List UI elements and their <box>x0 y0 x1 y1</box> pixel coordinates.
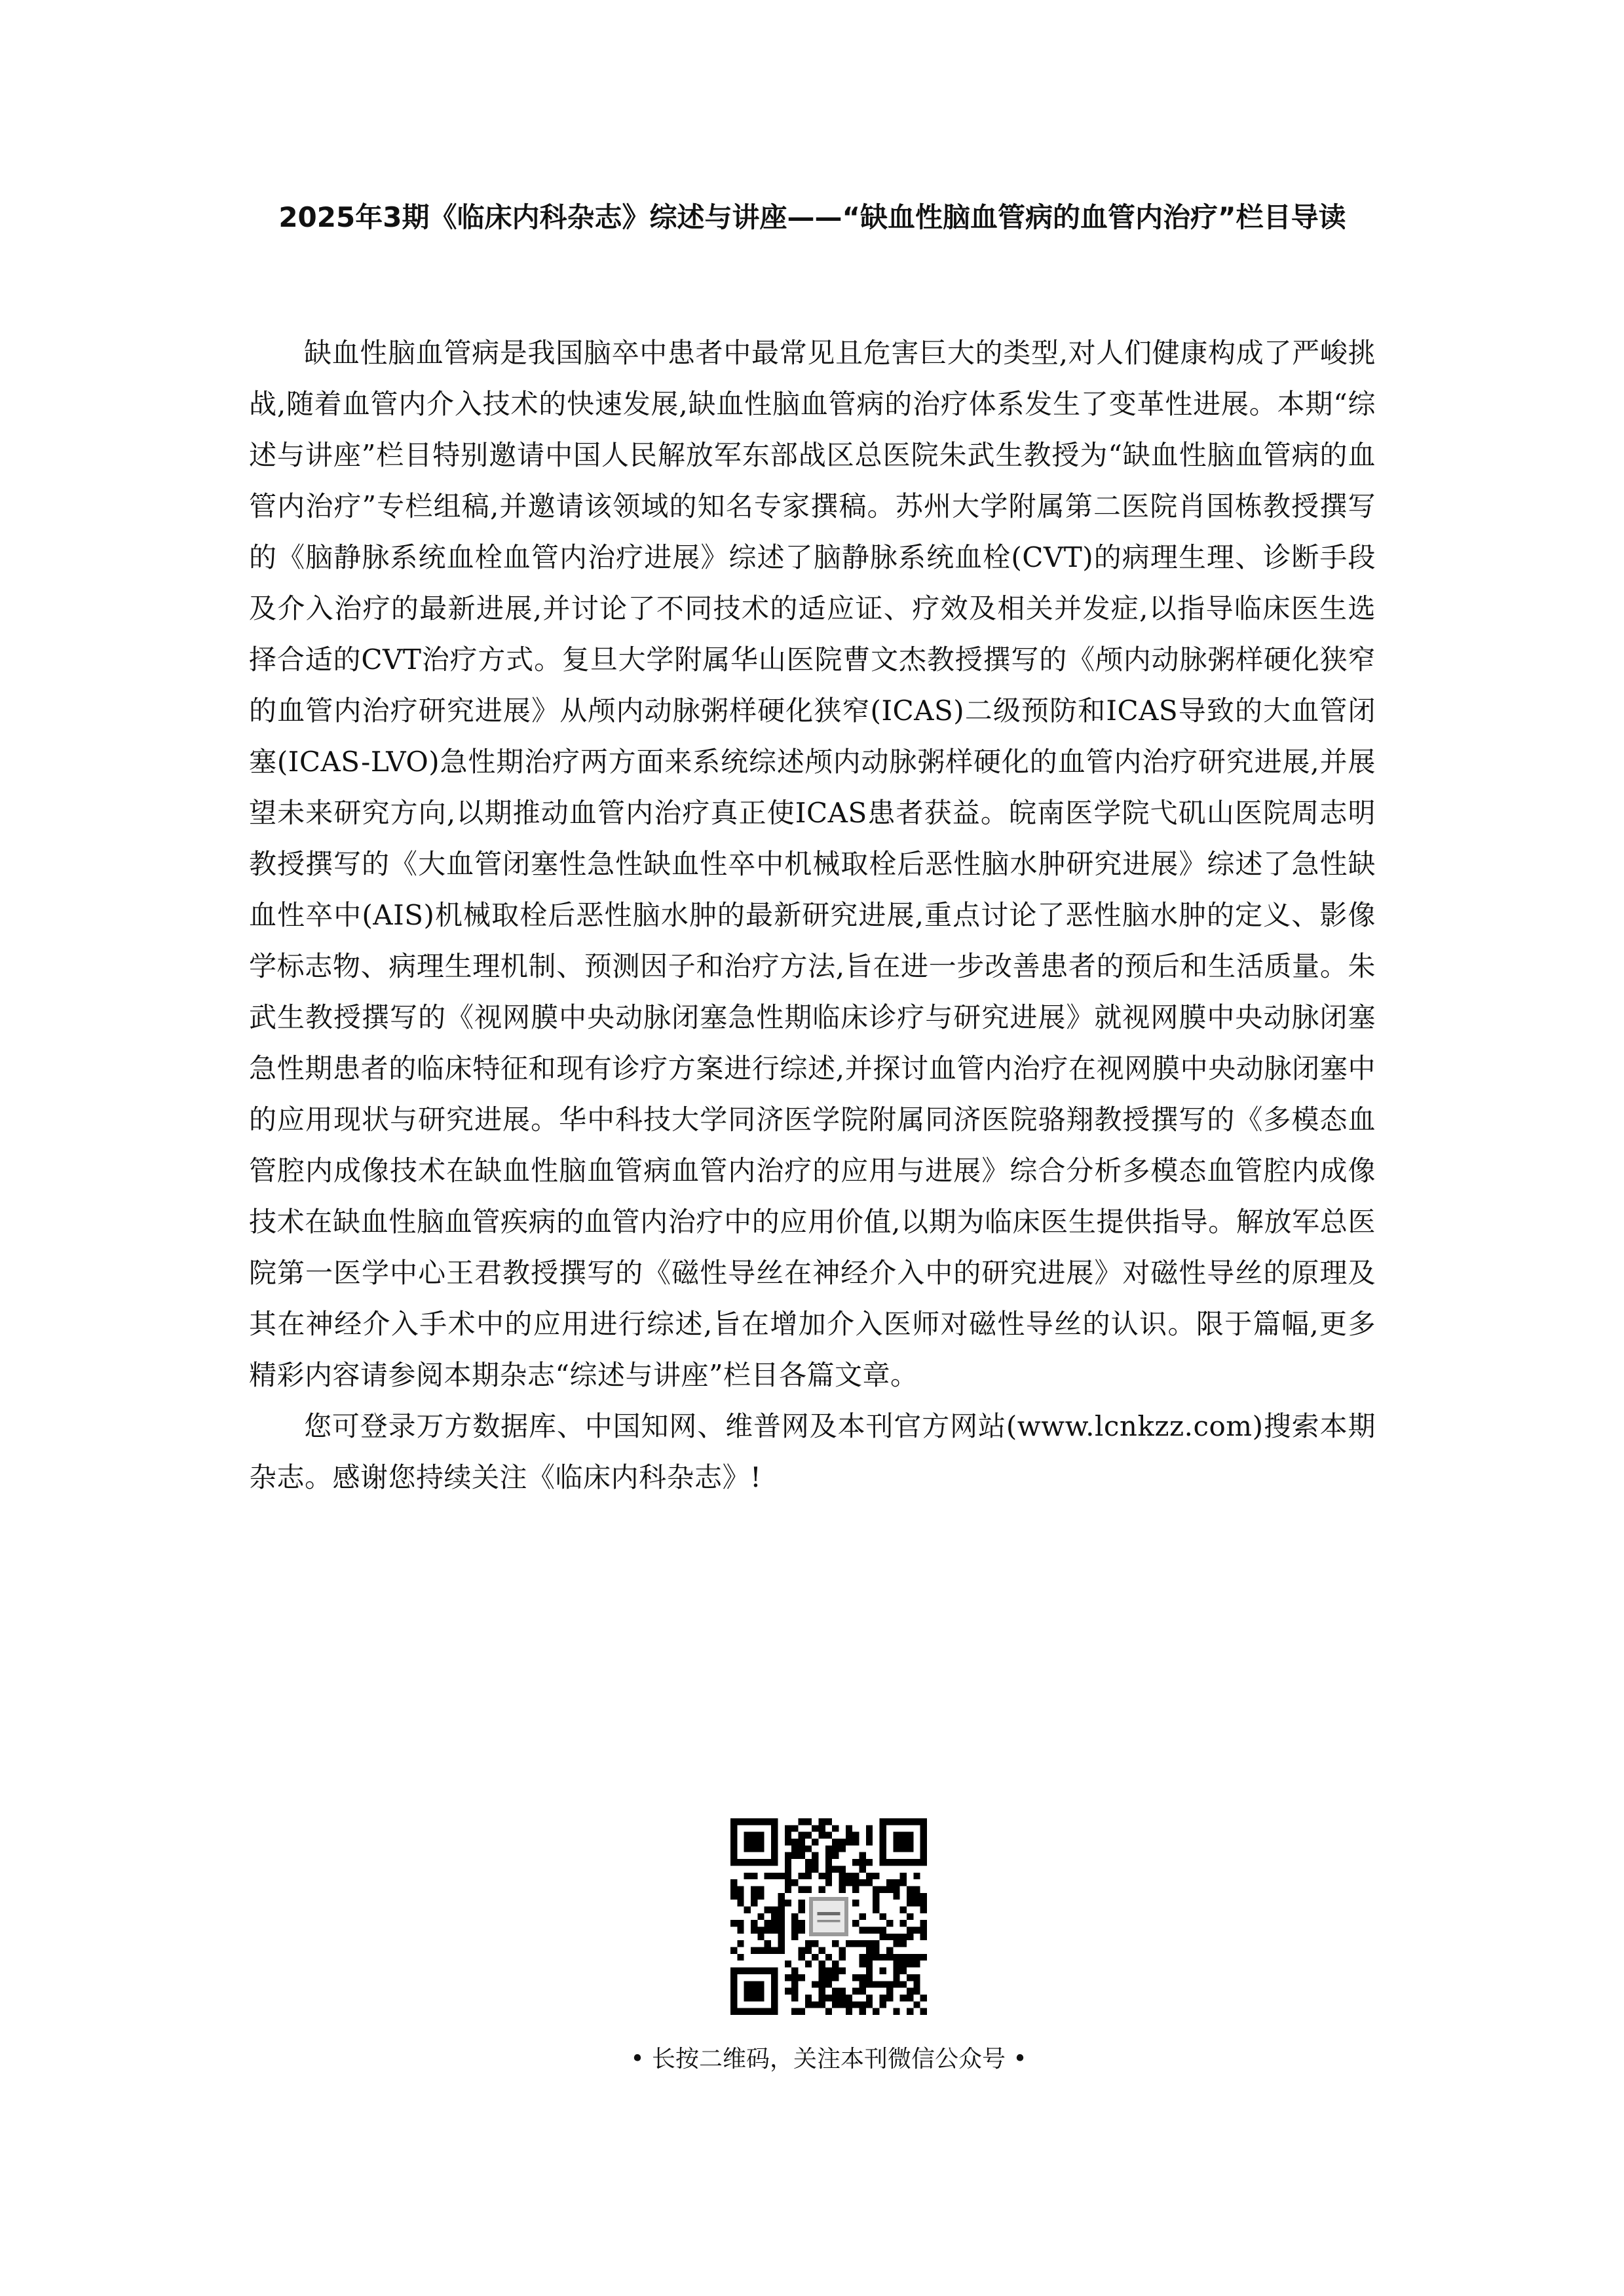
document-title: 2025年3期《临床内科杂志》综述与讲座——“缺血性脑血管病的血管内治疗”栏目导读 <box>278 201 1346 233</box>
paragraph-intro: 缺血性脑血管病是我国脑卒中患者中最常见且危害巨大的类型,对人们健康构成了严峻挑战,随着血管内介入技术的快速发展,缺血性脑血管病的治疗体系发生了变革性进展。本期“综述与讲座”栏目特别邀请中国人民解放军东部战区总医院朱武生教授为“缺血性脑血管病的血管内治疗”专栏组稿,并邀请该领域的知名专家撰稿。苏州大学附属第二医院肖国栋教授撰写的《脑静脉系统血栓血管内治疗进展》综述了脑静脉系统血栓(CVT)的病理生理、诊断手段及介入治疗的最新进展,并讨论了不同技术的适应证、疗效及相关并发症,以指导临床医生选择合适的CVT治疗方式。复旦大学附属华山医院曹文杰教授撰写的《颅内动脉粥样硬化狭窄的血管内治疗研究进展》从颅内动脉粥样硬化狭窄(ICAS)二级预防和ICAS导致的大血管闭塞(ICAS-LVO)急性期治疗两方面来系统综述颅内动脉粥样硬化的血管内治疗研究进展,并展望未来研究方向,以期推动血管内治疗真正使ICAS患者获益。皖南医学院弋矶山医院周志明教授撰写的《大血管闭塞性急性缺血性卒中机械取栓后恶性脑水肿研究进展》综述了急性缺血性卒中(AIS)机械取栓后恶性脑水肿的最新研究进展,重点讨论了恶性脑水肿的定义、影像学标志物、病理生理机制、预测因子和治疗方法,旨在进一步改善患者的预后和生活质量。朱武生教授撰写的《视网膜中央动脉闭塞急性期临床诊疗与研究进展》就视网膜中央动脉闭塞急性期患者的临床特征和现有诊疗方案进行综述,并探讨血管内治疗在视网膜中央动脉闭塞中的应用现状与研究进展。华中科技大学同济医学院附属同济医院骆翔教授撰写的《多模态血管腔内成像技术在缺血性脑血管病血管内治疗的应用与进展》综合分析多模态血管腔内成像技术在缺血性脑血管疾病的血管内治疗中的应用价值,以期为临床医生提供指导。解放军总医院第一医学中心王君教授撰写的《磁性导丝在神经介入中的研究进展》对磁性导丝的原理及其在神经介入手术中的应用进行综述,旨在增加介入医师对磁性导丝的认识。限于篇幅,更多精彩内容请参阅本期杂志“综述与讲座”栏目各篇文章。 <box>249 337 1376 1391</box>
document-body <box>249 328 1376 1503</box>
wechat-qr-code[interactable] <box>730 1818 927 2015</box>
qr-code-icon <box>730 1818 927 2015</box>
paragraph-access: 您可登录万方数据库、中国知网、维普网及本刊官方网站(www.lcnkzz.com)搜索本期杂志。感谢您持续关注《临床内科杂志》! <box>249 1410 1376 1493</box>
qr-caption: • 长按二维码，关注本刊微信公众号 • <box>630 2046 1027 2073</box>
